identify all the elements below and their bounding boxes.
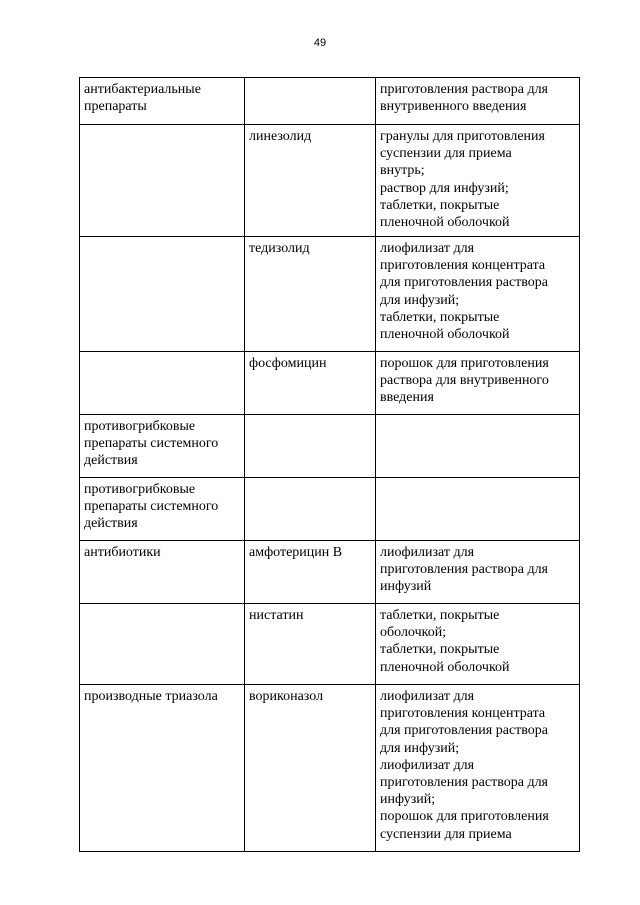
group-cell [80, 352, 245, 415]
group-cell [80, 237, 245, 352]
drug-cell [245, 415, 376, 478]
group-cell: производные триазола [80, 685, 245, 852]
group-cell: антибактериальные препараты [80, 78, 245, 125]
form-cell: лиофилизат для приготовления раствора для инфузий [376, 541, 580, 604]
drug-cell: линезолид [245, 125, 376, 237]
group-cell [80, 125, 245, 237]
group-cell: противогрибковые препараты системного действия [80, 478, 245, 541]
drug-cell [245, 78, 376, 125]
form-cell: таблетки, покрытые оболочкой; таблетки, покрытые пленочной оболочкой [376, 604, 580, 685]
drug-cell: тедизолид [245, 237, 376, 352]
form-cell [376, 415, 580, 478]
table-row [80, 478, 580, 541]
table-row [80, 604, 580, 685]
table-row [80, 125, 580, 237]
group-cell [80, 604, 245, 685]
drug-cell [245, 478, 376, 541]
page-number: 49 [313, 37, 327, 49]
form-cell: порошок для приготовления раствора для внутривенного введения [376, 352, 580, 415]
drug-cell: нистатин [245, 604, 376, 685]
drug-cell: фосфомицин [245, 352, 376, 415]
form-cell: гранулы для приготовления суспензии для приема внутрь; раствор для инфузий; таблетки, покрытые пленочной оболочкой [376, 125, 580, 237]
table-row [80, 541, 580, 604]
drug-table [79, 77, 580, 852]
form-cell: лиофилизат для приготовления концентрата для приготовления раствора для инфузий; лиофилизат для приготовления раствора для инфузий; порошок для приготовления суспензии для приема [376, 685, 580, 852]
form-cell: приготовления раствора для внутривенного введения [376, 78, 580, 125]
table-row [80, 78, 580, 125]
group-cell: противогрибковые препараты системного действия [80, 415, 245, 478]
form-cell [376, 478, 580, 541]
table-row [80, 685, 580, 852]
drug-cell: вориконазол [245, 685, 376, 852]
table-row [80, 352, 580, 415]
drug-cell: амфотерицин В [245, 541, 376, 604]
table-row [80, 237, 580, 352]
group-cell: антибиотики [80, 541, 245, 604]
table-row [80, 415, 580, 478]
form-cell: лиофилизат для приготовления концентрата для приготовления раствора для инфузий; таблетки, покрытые пленочной оболочкой [376, 237, 580, 352]
